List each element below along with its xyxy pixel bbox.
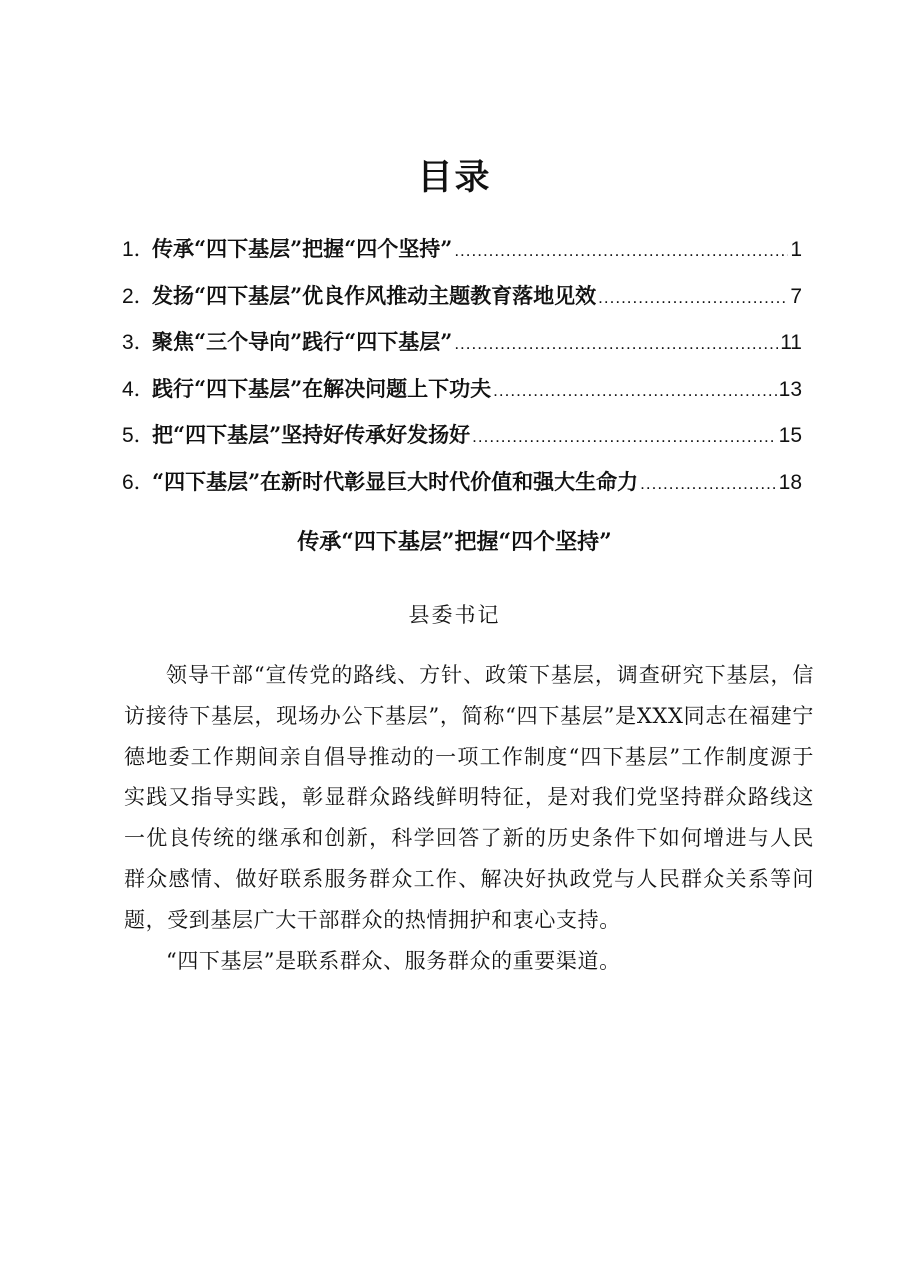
toc-entry-number: 3．: [122, 331, 155, 354]
toc-entry-2[interactable]: [122, 276, 802, 323]
body-paragraph: 领导干部“宣传党的路线、方针、政策下基层，调查研究下基层，信访接待下基层，现场办公下基层”，简称“四下基层”是XXX同志在福建宁德地委工作期间亲自倡导推动的一项工作制度“四下基层”工作制度源于实践又指导实践，彰显群众路线鲜明特征，是对我们党坚持群众路线这一优良传统的继承和创新，科学回答了新的历史条件下如何增进与人民群众感情、做好联系服务群众工作、解决好执政党与人民群众关系等问题，受到基层广大干部群众的热情拥护和衷心支持。: [124, 663, 814, 932]
toc-entry-page: 18: [778, 470, 802, 494]
toc-entry-page: 11: [780, 331, 802, 354]
toc-leader-dots: [472, 417, 776, 457]
toc-entry-page: 13: [778, 377, 802, 401]
article-title: 传承“四下基层”把握“四个坚持”: [297, 529, 612, 555]
toc-entry-5[interactable]: [122, 415, 802, 462]
toc-entry-3[interactable]: [122, 322, 802, 369]
toc-entry-page: 7: [790, 284, 802, 308]
toc-leader-dots: [454, 324, 778, 364]
toc-entry-page: 1: [790, 238, 802, 261]
article-body: [124, 655, 814, 981]
toc-entry-title[interactable]: 聚焦“三个导向”践行“四下基层”: [152, 329, 453, 354]
toc-entry-6[interactable]: [122, 462, 802, 509]
toc-leader-dots: [640, 464, 776, 504]
toc-entry-number: 2．: [122, 284, 155, 308]
toc-entry-title[interactable]: 传承“四下基层”把握“四个坚持”: [152, 236, 453, 261]
toc-entry-title[interactable]: 把“四下基层”坚持好传承好发扬好: [152, 422, 471, 447]
toc-leader-dots: [493, 371, 776, 411]
toc-entry-number: 1．: [122, 238, 155, 261]
toc-entry-title[interactable]: 践行“四下基层”在解决问题上下功夫: [152, 375, 492, 401]
toc-entry-number: 6．: [122, 470, 155, 494]
toc-entry-title[interactable]: “四下基层”在新时代彰显巨大时代价值和强大生命力: [152, 468, 639, 494]
toc-list: [122, 229, 802, 508]
body-paragraph: “四下基层”是联系群众、服务群众的重要渠道。: [166, 948, 621, 973]
toc-entry-number: 5．: [122, 424, 155, 447]
toc-title: 目录: [417, 157, 492, 198]
toc-entry-page: 15: [778, 424, 802, 447]
article-author: 县委书记: [408, 603, 501, 627]
toc-leader-dots: [598, 278, 788, 318]
toc-entry-1[interactable]: [122, 229, 802, 276]
toc-entry-4[interactable]: [122, 369, 802, 416]
toc-entry-number: 4．: [122, 377, 155, 401]
toc-entry-title[interactable]: 发扬“四下基层”优良作风推动主题教育落地见效: [152, 282, 597, 308]
toc-leader-dots: [454, 231, 788, 271]
